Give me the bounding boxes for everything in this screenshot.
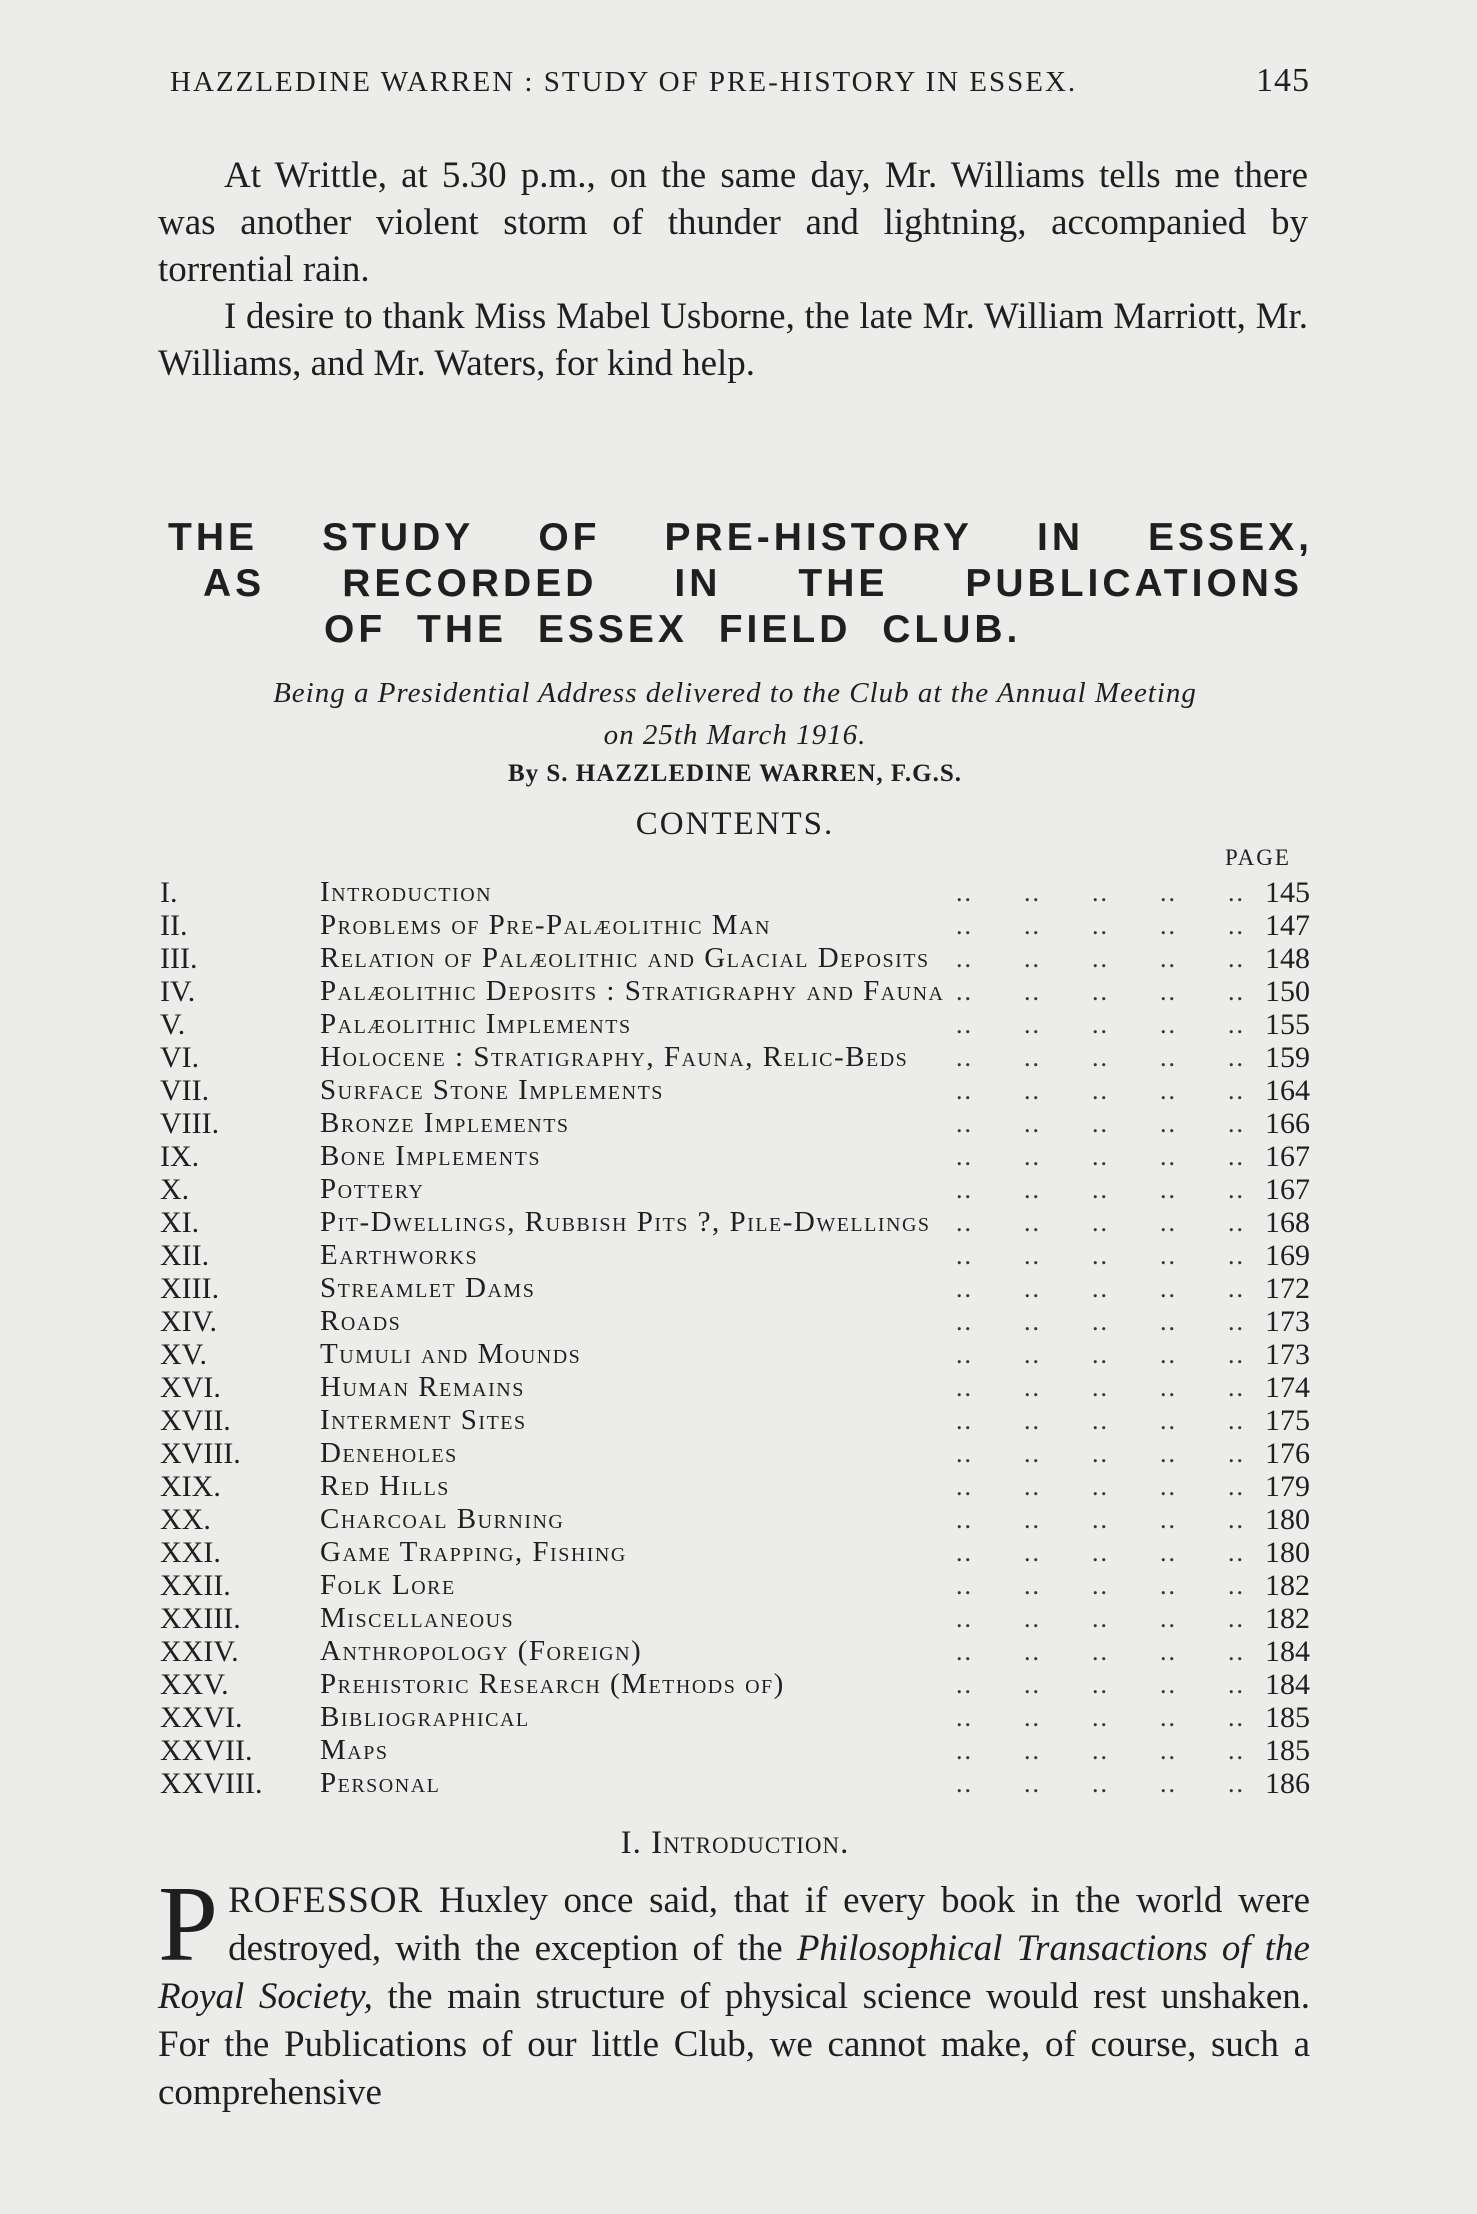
- toc-leader-dots: .. .. .. .. ..: [956, 1043, 1245, 1072]
- toc-row: [160, 1239, 1320, 1272]
- toc-row: [160, 1272, 1320, 1305]
- toc-leader-dots: .. .. .. .. ..: [956, 1439, 1245, 1468]
- toc-title: Maps: [320, 1734, 398, 1767]
- toc-page: 173: [1265, 1338, 1310, 1371]
- toc-page: 147: [1265, 909, 1310, 942]
- toc-page: 175: [1265, 1404, 1310, 1437]
- toc-leader-dots: .. .. .. .. ..: [956, 1208, 1245, 1237]
- paragraph-thanks: I desire to thank Miss Mabel Usborne, the late Mr. William Marriott, Mr. Williams, and Mr. Waters, for kind help.: [158, 296, 1308, 384]
- toc-page: 185: [1265, 1734, 1310, 1767]
- toc-number: III.: [160, 942, 198, 975]
- toc-page: 184: [1265, 1668, 1310, 1701]
- toc-title: Prehistoric Research (Methods of): [320, 1668, 795, 1701]
- toc-row: [160, 1008, 1320, 1041]
- toc-number: II.: [160, 909, 188, 942]
- toc-leader-dots: .. .. .. .. ..: [956, 1670, 1245, 1699]
- toc-number: XI.: [160, 1206, 200, 1239]
- author-byline: By S. HAZZLEDINE WARREN, F.G.S.: [507, 760, 963, 787]
- toc-number: VII.: [160, 1074, 210, 1107]
- toc-row: [160, 1371, 1320, 1404]
- toc-leader-dots: .. .. .. .. ..: [956, 1340, 1245, 1369]
- toc-title: Bone Implements: [320, 1140, 551, 1173]
- toc-row: [160, 876, 1320, 909]
- toc-row: [160, 1569, 1320, 1602]
- toc-page: 150: [1265, 975, 1310, 1008]
- toc-leader-dots: .. .. .. .. ..: [956, 1010, 1245, 1039]
- toc-number: XXVIII.: [160, 1767, 263, 1800]
- toc-page: 166: [1265, 1107, 1310, 1140]
- toc-leader-dots: .. .. .. .. ..: [956, 1109, 1245, 1138]
- toc-leader-dots: .. .. .. .. ..: [956, 1736, 1245, 1765]
- toc-leader-dots: .. .. .. .. ..: [956, 1241, 1245, 1270]
- toc-title: Pit-Dwellings, Rubbish Pits ?, Pile-Dwellings: [320, 1206, 941, 1239]
- toc-title: Bronze Implements: [320, 1107, 580, 1140]
- toc-row: [160, 975, 1320, 1008]
- toc-row: [160, 1107, 1320, 1140]
- toc-page: 169: [1265, 1239, 1310, 1272]
- toc-number: IX.: [160, 1140, 200, 1173]
- toc-row: [160, 1668, 1320, 1701]
- toc-number: XVII.: [160, 1404, 231, 1437]
- toc-leader-dots: .. .. .. .. ..: [956, 1076, 1245, 1105]
- toc-number: X.: [160, 1173, 190, 1206]
- toc-title: Personal: [320, 1767, 450, 1800]
- toc-page: 168: [1265, 1206, 1310, 1239]
- toc-number: XXVI.: [160, 1701, 243, 1734]
- toc-row: [160, 1635, 1320, 1668]
- toc-page: 159: [1265, 1041, 1310, 1074]
- toc-page: 155: [1265, 1008, 1310, 1041]
- toc-number: VIII.: [160, 1107, 220, 1140]
- title-line-1: THE STUDY OF PRE-HISTORY IN ESSEX,: [168, 516, 1313, 559]
- toc-leader-dots: .. .. .. .. ..: [956, 911, 1245, 940]
- toc-title: Introduction: [320, 876, 502, 909]
- toc-title: Palæolithic Implements: [320, 1008, 642, 1041]
- title-line-2: AS RECORDED IN THE PUBLICATIONS: [203, 562, 1303, 605]
- subtitle-line-1: Being a Presidential Address delivered to the Club at the Annual Meeting: [273, 677, 1197, 709]
- toc-leader-dots: .. .. .. .. ..: [956, 944, 1245, 973]
- toc-row: [160, 1338, 1320, 1371]
- toc-leader-dots: .. .. .. .. ..: [956, 1703, 1245, 1732]
- toc-title: Red Hills: [320, 1470, 460, 1503]
- toc-page: 185: [1265, 1701, 1310, 1734]
- opening-paragraphs: [158, 152, 1308, 387]
- toc-row: [160, 1701, 1320, 1734]
- article-title: [168, 515, 1313, 653]
- section-heading: I. Introduction.: [620, 1825, 850, 1861]
- toc-number: XXVII.: [160, 1734, 253, 1767]
- toc-leader-dots: .. .. .. .. ..: [956, 1142, 1245, 1171]
- toc-row: [160, 1074, 1320, 1107]
- contents-heading: CONTENTS.: [635, 806, 835, 842]
- toc-number: I.: [160, 876, 178, 909]
- toc-title: Relation of Palæolithic and Glacial Deposits: [320, 942, 940, 975]
- toc-number: IV.: [160, 975, 196, 1008]
- running-head-text: HAZZLEDINE WARREN : STUDY OF PRE-HISTORY IN ESSEX.: [170, 66, 1078, 98]
- toc-row: [160, 909, 1320, 942]
- intro-italic-title: Philosophical Transactions of the Royal Society,: [158, 1928, 1310, 2017]
- toc-number: XVIII.: [160, 1437, 241, 1470]
- toc-leader-dots: .. .. .. .. ..: [956, 1274, 1245, 1303]
- toc-page: 176: [1265, 1437, 1310, 1470]
- toc-title: Tumuli and Mounds: [320, 1338, 591, 1371]
- toc-row: [160, 1536, 1320, 1569]
- toc-page: 164: [1265, 1074, 1310, 1107]
- toc-leader-dots: .. .. .. .. ..: [956, 1472, 1245, 1501]
- toc-title: Anthropology (Foreign): [320, 1635, 652, 1668]
- toc-title: Folk Lore: [320, 1569, 466, 1602]
- subtitle-line-2: on 25th March 1916.: [603, 719, 867, 751]
- toc-leader-dots: .. .. .. .. ..: [956, 1637, 1245, 1666]
- toc-leader-dots: .. .. .. .. ..: [956, 1538, 1245, 1567]
- toc-title: Game Trapping, Fishing: [320, 1536, 637, 1569]
- toc-title: Palæolithic Deposits : Stratigraphy and Fauna: [320, 975, 954, 1008]
- running-head: [170, 62, 1310, 99]
- toc-row: [160, 1206, 1320, 1239]
- toc-page: 180: [1265, 1536, 1310, 1569]
- paragraph-writtle: At Writtle, at 5.30 p.m., on the same day, Mr. Williams tells me there was another violent storm of thunder and lightning, accompanied by torrential rain.: [158, 155, 1308, 290]
- toc-number: V.: [160, 1008, 186, 1041]
- intro-paragraph: [158, 1865, 1310, 2117]
- toc-title: Surface Stone Implements: [320, 1074, 674, 1107]
- toc-page: 186: [1265, 1767, 1310, 1800]
- toc-title: Miscellaneous: [320, 1602, 524, 1635]
- toc-page: 180: [1265, 1503, 1310, 1536]
- toc-page: 182: [1265, 1569, 1310, 1602]
- toc-title: Bibliographical: [320, 1701, 540, 1734]
- drop-cap: P: [158, 1865, 219, 1984]
- toc-title: Roads: [320, 1305, 411, 1338]
- toc-page: 174: [1265, 1371, 1310, 1404]
- toc-row: [160, 942, 1320, 975]
- toc-title: Pottery: [320, 1173, 434, 1206]
- toc-number: XIII.: [160, 1272, 220, 1305]
- toc-leader-dots: .. .. .. .. ..: [956, 1373, 1245, 1402]
- toc-title: Charcoal Burning: [320, 1503, 574, 1536]
- toc-row: [160, 1404, 1320, 1437]
- toc-leader-dots: .. .. .. .. ..: [956, 1604, 1245, 1633]
- toc-leader-dots: .. .. .. .. ..: [956, 1406, 1245, 1435]
- intro-text-1: Huxley once said, that if every book in the world were destroyed, with the exception of the: [228, 1880, 1310, 1969]
- intro-text-2: the main structure of physical science would rest unshaken. For the Publications of our little Club, we cannot make, of course, such a comprehensive: [158, 1976, 1310, 2113]
- toc-leader-dots: .. .. .. .. ..: [956, 878, 1245, 907]
- toc-leader-dots: .. .. .. .. ..: [956, 977, 1245, 1006]
- toc-number: XXII.: [160, 1569, 231, 1602]
- toc-number: XII.: [160, 1239, 210, 1272]
- toc-page: 179: [1265, 1470, 1310, 1503]
- toc-row: [160, 1437, 1320, 1470]
- toc-number: XXI.: [160, 1536, 221, 1569]
- toc-number: XXIII.: [160, 1602, 241, 1635]
- toc-row: [160, 1602, 1320, 1635]
- toc-leader-dots: .. .. .. .. ..: [956, 1769, 1245, 1798]
- toc-leader-dots: .. .. .. .. ..: [956, 1505, 1245, 1534]
- toc-page: 167: [1265, 1173, 1310, 1206]
- toc-row: [160, 1041, 1320, 1074]
- toc-title: Earthworks: [320, 1239, 488, 1272]
- intro-lead-word: ROFESSOR: [228, 1880, 424, 1921]
- toc-leader-dots: .. .. .. .. ..: [956, 1571, 1245, 1600]
- toc-title: Interment Sites: [320, 1404, 537, 1437]
- toc-title: Problems of Pre-Palæolithic Man: [320, 909, 781, 942]
- toc-page: 182: [1265, 1602, 1310, 1635]
- toc-page: 148: [1265, 942, 1310, 975]
- toc-number: XV.: [160, 1338, 207, 1371]
- toc-number: XVI.: [160, 1371, 221, 1404]
- toc-page: 145: [1265, 876, 1310, 909]
- toc-row: [160, 1173, 1320, 1206]
- toc-number: XIV.: [160, 1305, 217, 1338]
- page-column-heading: PAGE: [1225, 845, 1291, 870]
- toc-title: Deneholes: [320, 1437, 468, 1470]
- toc-page: 184: [1265, 1635, 1310, 1668]
- table-of-contents: [160, 876, 1320, 1800]
- page-number: 145: [1256, 62, 1310, 99]
- toc-page: 173: [1265, 1305, 1310, 1338]
- toc-title: Holocene : Stratigraphy, Fauna, Relic-Beds: [320, 1041, 918, 1074]
- toc-row: [160, 1503, 1320, 1536]
- toc-row: [160, 1470, 1320, 1503]
- toc-page: 167: [1265, 1140, 1310, 1173]
- toc-row: [160, 1734, 1320, 1767]
- subtitle: [160, 672, 1310, 756]
- toc-number: XXV.: [160, 1668, 229, 1701]
- toc-leader-dots: .. .. .. .. ..: [956, 1175, 1245, 1204]
- toc-leader-dots: .. .. .. .. ..: [956, 1307, 1245, 1336]
- title-line-3: OF THE ESSEX FIELD CLUB.: [324, 608, 1022, 651]
- toc-number: XIX.: [160, 1470, 221, 1503]
- toc-title: Streamlet Dams: [320, 1272, 545, 1305]
- toc-row: [160, 1767, 1320, 1800]
- toc-row: [160, 1305, 1320, 1338]
- toc-title: Human Remains: [320, 1371, 535, 1404]
- toc-number: XXIV.: [160, 1635, 239, 1668]
- toc-number: XX.: [160, 1503, 211, 1536]
- toc-row: [160, 1140, 1320, 1173]
- toc-number: VI.: [160, 1041, 200, 1074]
- toc-page: 172: [1265, 1272, 1310, 1305]
